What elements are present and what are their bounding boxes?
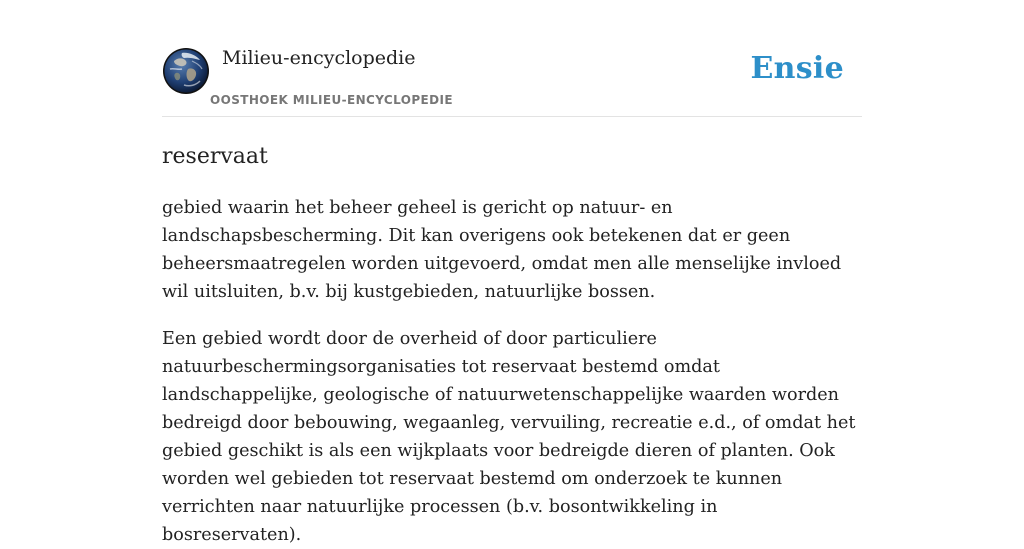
page-title: reservaat [162,144,268,169]
site-header [162,0,862,117]
page-container [162,0,862,549]
site-name[interactable]: Milieu-encyclopedie [222,47,416,69]
earth-globe-icon[interactable] [162,47,210,95]
site-subtitle[interactable]: OOSTHOEK MILIEU-ENCYCLOPEDIE [210,93,453,107]
ensie-logo-link[interactable]: Ensie [750,51,844,86]
article-paragraph: Een gebied wordt door de overheid of door particuliere natuurbeschermingsorganisaties tot reservaat bestemd omdat landschappelijke, geologische of natuurwetenschappelijke waarden worden bedreigd door bebouwing, wegaanleg, vervuiling, recreatie e.d., of omdat het gebied geschikt is als een wijkplaats voor bedreigde dieren of planten. Ook worden wel gebieden tot reservaat bestemd om onderzoek te kunnen verrichten naar natuurlijke processen (b.v. bosontwikkeling in bosreservaten). [162,329,856,545]
article-paragraph: gebied waarin het beheer geheel is gericht op natuur- en landschapsbescherming. Dit kan overigens ook betekenen dat er geen beheersmaatregelen worden uitgevoerd, omdat men alle menselijke invloed wil uitsluiten, b.v. bij kustgebieden, natuurlijke bossen. [162,198,842,302]
